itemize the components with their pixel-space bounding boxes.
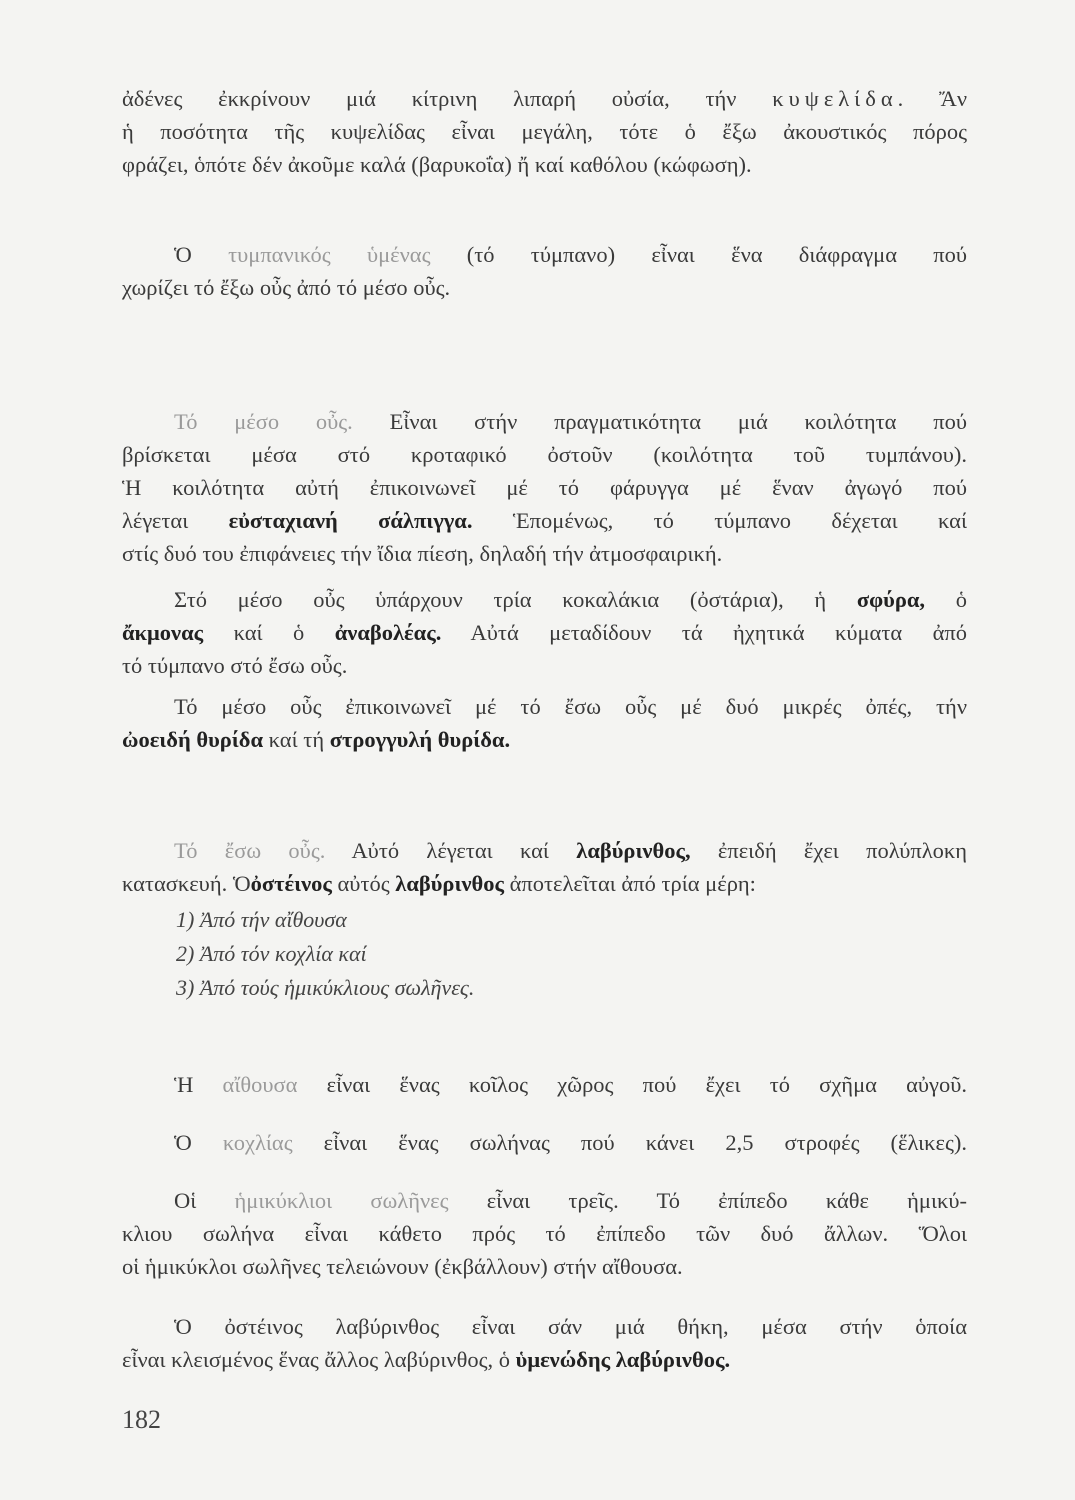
text-line: στίς δυό του ἐπιφάνειες τήν ἴδια πίεση, δηλαδή τήν ἀτμοσφαιρική. xyxy=(122,541,723,566)
bold-term: ἀναβολέας. xyxy=(334,620,442,645)
section-heading: Τό μέσο οὖς. xyxy=(174,409,353,434)
list-number: 1) xyxy=(176,907,195,932)
bold-term: ἄκμονας xyxy=(122,620,204,645)
text-line: Ἡ κοιλότητα αὐτή ἐπικοινωνεῖ μέ τό φάρυγγα μέ ἕναν ἀγωγό πού xyxy=(122,475,967,500)
list-number: 3) xyxy=(176,975,195,1000)
list-item: 3) Ἀπό τούς ἡμικύκλιους σωλῆνες. xyxy=(176,975,475,1000)
bold-term: σφύρα, xyxy=(856,587,926,612)
bold-term: λαβύρινθος xyxy=(395,871,504,896)
bold-term: λαβύρινθος, xyxy=(576,838,691,863)
text-line: ἡ ποσότητα τῆς κυψελίδας εἶναι μεγάλη, τότε ὁ ἔξω ἀκουστικός πόρος xyxy=(122,119,967,144)
text-line: Τό μέσο οὖς. Εἶναι στήν πραγματικότητα μιά κοιλότητα πού xyxy=(174,409,967,434)
faint-term: ἡμικύκλιοι σωλῆνες xyxy=(234,1188,449,1213)
text-line: ἀδένες ἐκκρίνουν μιά κίτρινη λιπαρή οὐσία, τήν κυψελίδα. Ἄν xyxy=(122,86,968,111)
paragraph-cochlea xyxy=(122,1126,967,1159)
text-line: Ὁ ὀστέινος λαβύρινθος εἶναι σάν μιά θήκη, μέσα στήν ὁποία xyxy=(174,1314,967,1339)
bold-term: ὀστέινος xyxy=(250,871,332,896)
text-line: κατασκευή. Ὁὀστέινος αὐτός λαβύρινθος ἀποτελεῖται ἀπό τρία μέρη: xyxy=(122,871,756,896)
page-number: 182 xyxy=(122,1405,161,1434)
bold-term: στρογγυλή θυρίδα. xyxy=(329,727,511,752)
list-number: 2) xyxy=(176,941,195,966)
paragraph-middle-ear xyxy=(122,405,967,570)
text-line: βρίσκεται μέσα στό κροταφικό ὀστοῦν (κοιλότητα τοῦ τυμπάνου). xyxy=(122,442,967,467)
bold-term: ὠοειδή θυρίδα xyxy=(122,727,264,752)
faint-term: αἴθουσα xyxy=(222,1072,298,1097)
text-line: Ἡ αἴθουσα εἶναι ἕνας κοῖλος χῶρος πού ἔχει τό σχῆμα αὐγοῦ. xyxy=(174,1072,967,1097)
text-line: Στό μέσο οὖς ὑπάρχουν τρία κοκαλάκια (ὀστάρια), ἡ σφύρα, ὁ xyxy=(174,587,967,612)
faint-term: κοχλίας xyxy=(222,1130,293,1155)
list-item: 1) Ἀπό τήν αἴθουσα xyxy=(176,907,347,932)
spaced-term: κυψελίδα xyxy=(772,86,898,111)
text-line: Τό μέσο οὖς ἐπικοινωνεῖ μέ τό ἔσω οὖς μέ δυό μικρές ὀπές, τήν xyxy=(174,694,967,719)
paragraph-windows xyxy=(122,690,967,756)
labyrinth-parts-list xyxy=(122,903,967,1005)
text-line: λέγεται εὐσταχιανή σάλπιγγα. Ἑπομένως, τό τύμπανο δέχεται καί xyxy=(122,508,968,533)
text-line: εἶναι κλεισμένος ἕνας ἄλλος λαβύρινθος, ὁ ὑμενώδης λαβύρινθος. xyxy=(122,1347,731,1372)
text-line: φράζει, ὁπότε δέν ἀκοῦμε καλά (βαρυκοΐα) ἤ καί καθόλου (κώφωση). xyxy=(122,152,752,177)
text-line: τό τύμπανο στό ἔσω οὖς. xyxy=(122,653,348,678)
paragraph-cerumen xyxy=(122,82,967,181)
paragraph-tympanic-membrane xyxy=(122,238,967,304)
text-line: οἱ ἡμικύκλοι σωλῆνες τελειώνουν (ἐκβάλλουν) στήν αἴθουσα. xyxy=(122,1254,683,1279)
section-heading: Τό ἔσω οὖς. xyxy=(174,838,326,863)
list-item: 2) Ἀπό τόν κοχλία καί xyxy=(176,941,367,966)
paragraph-ossicles xyxy=(122,583,967,682)
text-line: ἄκμονας καί ὁ ἀναβολέας. Αὐτά μεταδίδουν τά ἠχητικά κύματα ἀπό xyxy=(122,620,968,645)
text-line: Ὁ κοχλίας εἶναι ἕνας σωλήνας πού κάνει 2,5 στροφές (ἕλικες). xyxy=(174,1130,967,1155)
paragraph-inner-ear xyxy=(122,834,967,900)
paragraph-vestibule xyxy=(122,1068,967,1101)
text-line: Οἱ ἡμικύκλιοι σωλῆνες εἶναι τρεῖς. Τό ἐπίπεδο κάθε ἡμικύ- xyxy=(174,1188,968,1213)
paragraph-semicircular-canals xyxy=(122,1184,967,1283)
paragraph-membranous-labyrinth xyxy=(122,1310,967,1376)
text-line: Τό ἔσω οὖς. Αὐτό λέγεται καί λαβύρινθος, ἐπειδή ἔχει πολύπλοκη xyxy=(174,838,968,863)
text-line: Ὁ τυμπανικός ὑμένας (τό τύμπανο) εἶναι ἕνα διάφραγμα πού xyxy=(174,242,968,267)
faint-term: τυμπανικός ὑμένας xyxy=(228,242,431,267)
text-line: ὠοειδή θυρίδα καί τή στρογγυλή θυρίδα. xyxy=(122,727,511,752)
text-line: χωρίζει τό ἔξω οὖς ἀπό τό μέσο οὖς. xyxy=(122,275,451,300)
bold-term: εὐσταχιανή σάλπιγγα. xyxy=(228,508,473,533)
text-line: κλιου σωλήνα εἶναι κάθετο πρός τό ἐπίπεδο τῶν δυό ἄλλων. Ὅλοι xyxy=(122,1221,967,1246)
bold-term: ὑμενώδης λαβύρινθος. xyxy=(515,1347,731,1372)
